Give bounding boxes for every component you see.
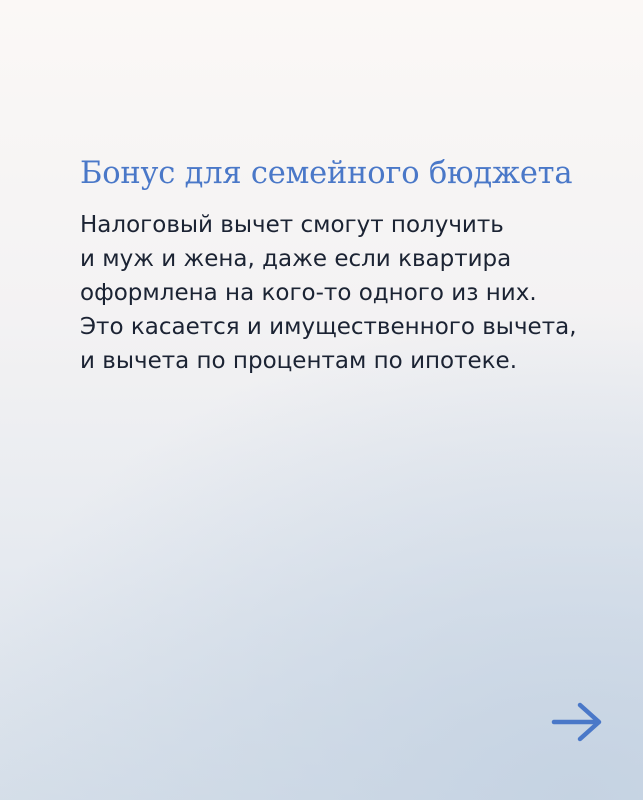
next-slide-button[interactable]: [550, 700, 604, 744]
body-line: Это касается и имущественного вычета,: [80, 314, 577, 340]
body-line: и вычета по процентам по ипотеке.: [80, 348, 518, 374]
body-line: оформлена на кого-то одного из них.: [80, 280, 537, 306]
slide-body: [80, 208, 577, 378]
body-line: Налоговый вычет смогут получить: [80, 212, 504, 238]
arrow-right-icon: [550, 700, 604, 744]
slide-title: Бонус для семейного бюджета: [80, 156, 573, 191]
body-line: и муж и жена, даже если квартира: [80, 246, 512, 272]
